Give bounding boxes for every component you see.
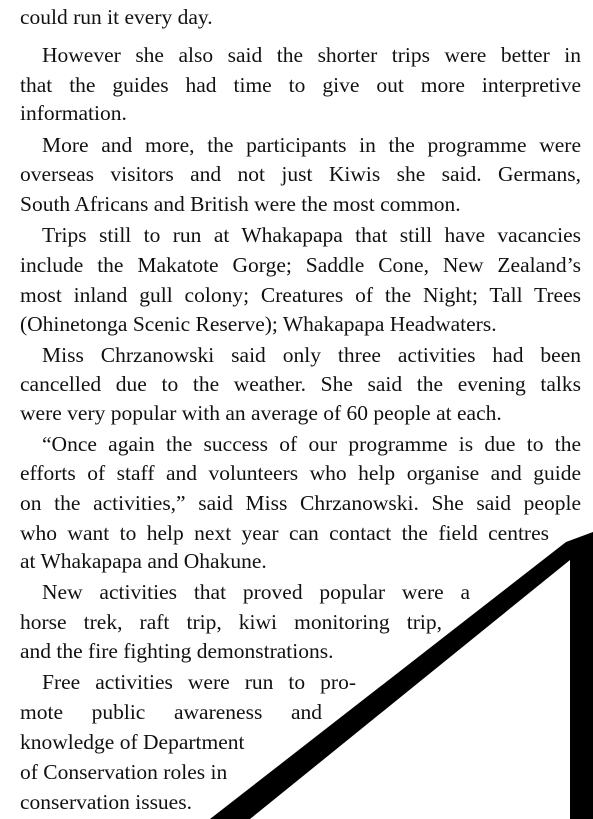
text-line: include the Makatote Gorge; Saddle Cone, New Zealand’s	[20, 253, 581, 277]
text-line: and the fire fighting demonstrations.	[20, 639, 334, 663]
text-line: mote public awareness and	[20, 700, 322, 724]
text-line: (Ohinetonga Scenic Reserve); Whakapapa Headwaters.	[20, 312, 497, 336]
text-line: South Africans and British were the most common.	[20, 192, 461, 216]
text-line: that the guides had time to give out more interpretive	[20, 73, 581, 97]
text-line: horse trek, raft trip, kiwi monitoring trip,	[20, 610, 442, 634]
text-line: Free activities were run to pro-	[42, 670, 356, 694]
text-line: efforts of staff and volunteers who help organise and guide	[20, 461, 581, 485]
text-line: More and more, the participants in the programme were	[42, 133, 581, 157]
text-line: Trips still to run at Whakapapa that still have vacancies	[42, 223, 581, 247]
text-line: of Conservation roles in	[20, 760, 228, 784]
text-line: at Whakapapa and Ohakune.	[20, 549, 267, 573]
text-line: Miss Chrzanowski said only three activities had been	[42, 343, 581, 367]
text-line: could run it every day.	[20, 5, 213, 29]
text-line: knowledge of Department	[20, 730, 245, 754]
text-line: overseas visitors and not just Kiwis she said. Germans,	[20, 162, 581, 186]
text-line: New activities that proved popular were a	[42, 580, 470, 604]
text-line: were very popular with an average of 60 people at each.	[20, 401, 502, 425]
text-line: information.	[20, 101, 127, 125]
text-line: on the activities,” said Miss Chrzanowski. She said people	[20, 491, 581, 515]
text-line: conservation issues.	[20, 790, 192, 814]
text-line: However she also said the shorter trips were better in	[42, 43, 581, 67]
text-line: most inland gull colony; Creatures of the Night; Tall Trees	[20, 283, 581, 307]
text-line: who want to help next year can contact the field centres	[20, 521, 549, 545]
text-line: “Once again the success of our programme is due to the	[42, 432, 581, 456]
text-line: cancelled due to the weather. She said the evening talks	[20, 372, 581, 396]
